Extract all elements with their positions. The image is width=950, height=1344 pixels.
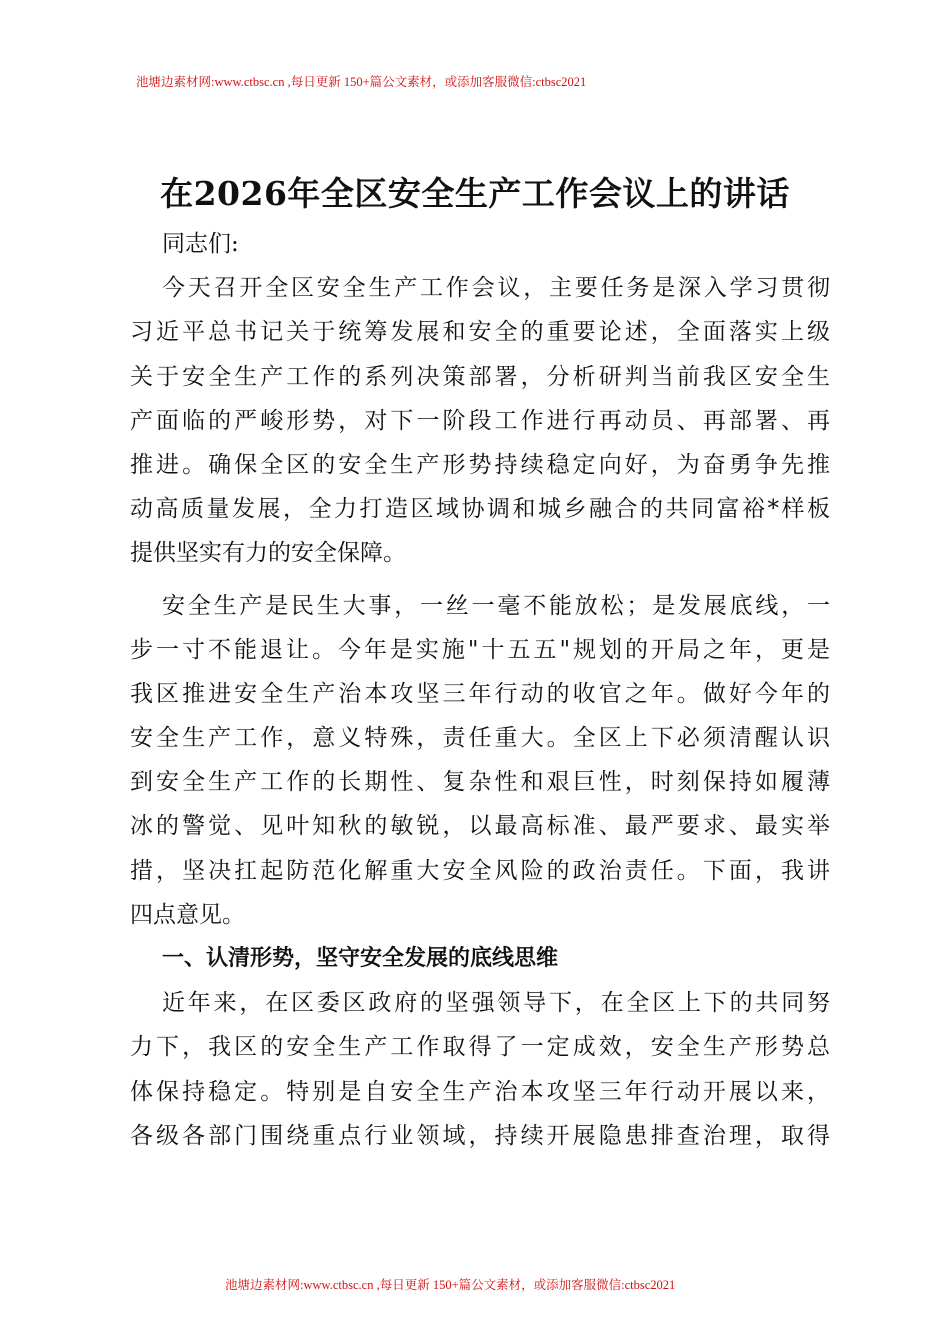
paragraph-line: 冰的警觉、见叶知秋的敏锐，以最高标准、最严要求、最实举 xyxy=(130,813,830,840)
paragraph-line: 产面临的严峻形势，对下一阶段工作进行再动员、再部署、再 xyxy=(130,407,830,434)
paragraph-line: 各级各部门围绕重点行业领域，持续开展隐患排查治理，取得 xyxy=(130,1122,830,1149)
greeting: 同志们: xyxy=(162,231,239,257)
document-title: 在2026年全区安全生产工作会议上的讲话 xyxy=(160,174,790,213)
paragraph-line: 今天召开全区安全生产工作会议，主要任务是深入学习贯彻 xyxy=(162,275,830,302)
footer-watermark: 池塘边素材网:www.ctbsc.cn ,每日更新 150+篇公文素材，或添加客服微信:ctbsc2021 xyxy=(225,1278,676,1292)
paragraph-line: 四点意见。 xyxy=(130,901,245,928)
document-body xyxy=(130,222,830,1158)
paragraph-line: 力下，我区的安全生产工作取得了一定成效，安全生产形势总 xyxy=(130,1034,830,1061)
paragraph-line: 近年来，在区委区政府的坚强领导下，在全区上下的共同努 xyxy=(162,990,830,1017)
paragraph-3 xyxy=(130,981,830,1158)
paragraph-2 xyxy=(130,584,830,938)
paragraph-line: 我区推进安全生产治本攻坚三年行动的收官之年。做好今年的 xyxy=(130,680,830,707)
paragraph-line: 习近平总书记关于统筹发展和安全的重要论述，全面落实上级 xyxy=(130,319,830,346)
paragraph-line: 安全生产是民生大事，一丝一毫不能放松；是发展底线，一 xyxy=(162,592,830,619)
paragraph-line: 措，坚决扛起防范化解重大安全风险的政治责任。下面，我讲 xyxy=(130,857,830,884)
paragraph-line: 关于安全生产工作的系列决策部署，分析研判当前我区安全生 xyxy=(130,363,830,390)
paragraph-line: 到安全生产工作的长期性、复杂性和艰巨性，时刻保持如履薄 xyxy=(130,769,830,796)
paragraph-line: 步一寸不能退让。今年是实施"十五五"规划的开局之年，更是 xyxy=(130,636,830,663)
paragraph-line: 体保持稳定。特别是自安全生产治本攻坚三年行动开展以来， xyxy=(130,1078,830,1105)
section-heading-1: 一、认清形势，坚守安全发展的底线思维 xyxy=(162,946,559,971)
paragraph-1 xyxy=(130,266,830,575)
paragraph-line: 提供坚实有力的安全保障。 xyxy=(130,540,406,567)
paragraph-line: 推进。确保全区的安全生产形势持续稳定向好，为奋勇争先推 xyxy=(130,451,830,478)
header-watermark: 池塘边素材网:www.ctbsc.cn ,每日更新 150+篇公文素材，或添加客服微信:ctbsc2021 xyxy=(136,75,587,89)
paragraph-line: 安全生产工作，意义特殊，责任重大。全区上下必须清醒认识 xyxy=(130,725,830,752)
paragraph-line: 动高质量发展，全力打造区域协调和城乡融合的共同富裕*样板 xyxy=(130,496,830,523)
